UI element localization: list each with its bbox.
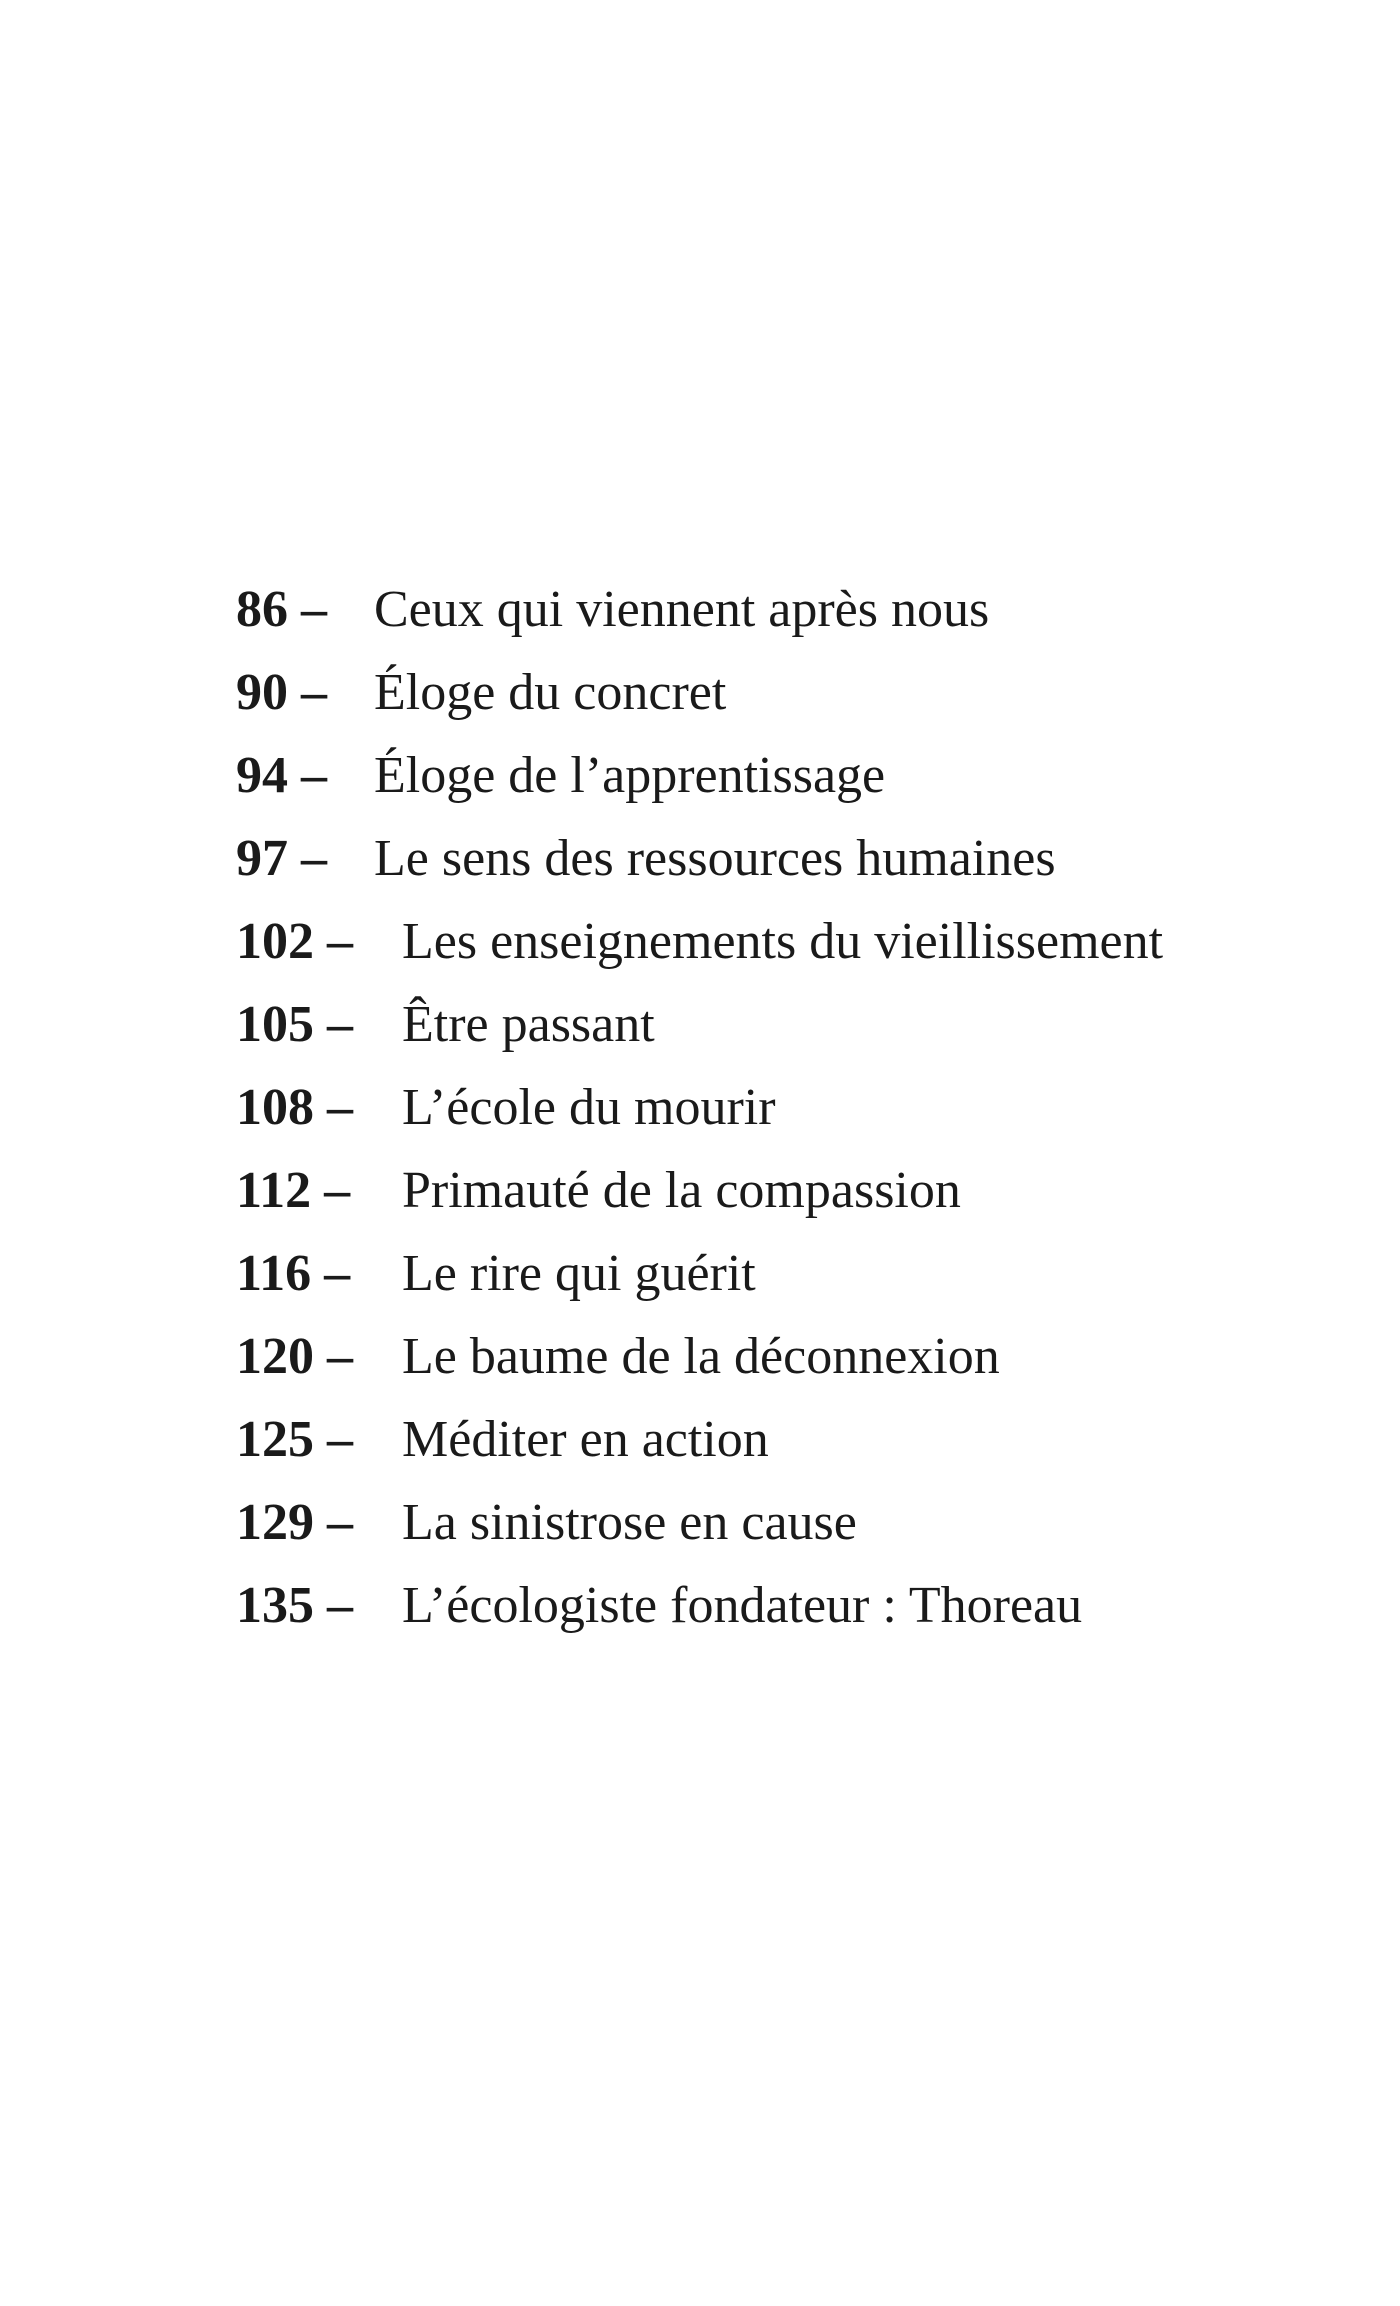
toc-entry-number: 108 – [236, 1079, 353, 1136]
toc-entry-title: Éloge de l’apprentissage [374, 747, 886, 804]
toc-entry [236, 568, 1336, 651]
toc-entry-title: Le sens des ressources humaines [374, 830, 1056, 887]
toc-entry [236, 1149, 1336, 1232]
toc-entry [236, 983, 1336, 1066]
toc-entry [236, 1481, 1336, 1564]
toc-entry-number: 125 – [236, 1411, 353, 1468]
toc-entry-title: Méditer en action [402, 1411, 769, 1468]
toc-entry-title: Ceux qui viennent après nous [374, 581, 990, 638]
toc-entry-title: Le rire qui guérit [402, 1245, 756, 1302]
toc-entry [236, 734, 1336, 817]
toc-entry-number: 120 – [236, 1328, 353, 1385]
toc-entry-number: 129 – [236, 1494, 353, 1551]
toc-entry [236, 1232, 1336, 1315]
toc-entry-title: Le baume de la déconnexion [402, 1328, 1000, 1385]
toc-entry-number: 105 – [236, 996, 353, 1053]
toc-entry [236, 1066, 1336, 1149]
toc-entry-number: 97 – [236, 830, 327, 887]
toc-entry-number: 112 – [236, 1162, 351, 1219]
toc-entry-title: La sinistrose en cause [402, 1494, 857, 1551]
toc-entry [236, 817, 1336, 900]
toc-entry [236, 1564, 1336, 1647]
toc-entry-title: Primauté de la compassion [402, 1162, 961, 1219]
toc-entry-title: Être passant [402, 996, 655, 1053]
toc-entry-number: 86 – [236, 581, 327, 638]
table-of-contents [236, 568, 1336, 1647]
toc-entry-number: 135 – [236, 1577, 353, 1634]
toc-entry-number: 90 – [236, 664, 327, 721]
toc-entry [236, 651, 1336, 734]
toc-entry-title: L’école du mourir [402, 1079, 776, 1136]
toc-entry-number: 102 – [236, 913, 353, 970]
toc-entry [236, 900, 1336, 983]
toc-entry-title: Les enseignements du vieillissement [402, 913, 1164, 970]
toc-entry-number: 94 – [236, 747, 327, 804]
toc-entry [236, 1398, 1336, 1481]
toc-entry [236, 1315, 1336, 1398]
toc-entry-title: L’écologiste fondateur : Thoreau [402, 1577, 1083, 1634]
toc-entry-number: 116 – [236, 1245, 351, 1302]
toc-entry-title: Éloge du concret [374, 664, 727, 721]
